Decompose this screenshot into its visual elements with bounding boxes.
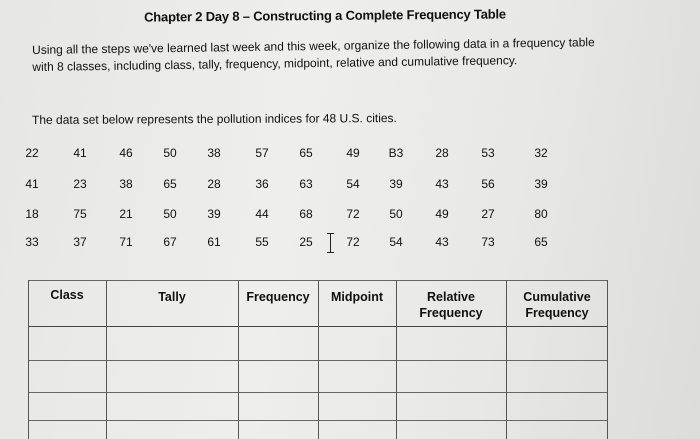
data-value: 25 bbox=[299, 235, 313, 249]
data-value: 18 bbox=[25, 207, 39, 221]
data-value: 23 bbox=[73, 177, 87, 191]
data-value: 68 bbox=[299, 207, 313, 221]
data-value: 37 bbox=[73, 235, 87, 249]
data-value: 65 bbox=[163, 177, 177, 191]
data-value: 49 bbox=[346, 146, 360, 160]
data-row bbox=[24, 235, 584, 266]
data-row bbox=[24, 207, 584, 238]
data-value: 80 bbox=[534, 207, 548, 221]
data-value: 65 bbox=[534, 235, 548, 249]
data-value: 33 bbox=[25, 235, 39, 249]
header-line-1: Tally bbox=[158, 290, 186, 304]
instructions-line-2: with 8 classes, including class, tally, frequency, midpoint, relative and cumulative frequency. bbox=[32, 53, 518, 74]
header-relative-frequency bbox=[396, 280, 506, 335]
header-line-1: Midpoint bbox=[330, 290, 384, 304]
data-value: 71 bbox=[119, 235, 133, 249]
data-value: 38 bbox=[207, 146, 221, 160]
data-value: 39 bbox=[207, 207, 221, 221]
header-cumulative-frequency bbox=[506, 280, 608, 335]
data-value: 46 bbox=[119, 146, 133, 160]
data-value: 75 bbox=[73, 207, 87, 221]
data-value: 63 bbox=[299, 177, 313, 191]
data-value: 32 bbox=[534, 146, 548, 160]
data-value: 36 bbox=[255, 177, 269, 191]
data-value: 73 bbox=[481, 235, 495, 249]
data-value: 43 bbox=[435, 235, 449, 249]
data-value: 44 bbox=[255, 207, 269, 221]
data-value: 38 bbox=[119, 177, 133, 191]
header-class bbox=[28, 280, 106, 333]
data-value: 21 bbox=[119, 207, 133, 221]
frequency-table bbox=[28, 280, 608, 439]
data-value: 56 bbox=[481, 177, 495, 191]
data-value: 27 bbox=[481, 207, 495, 221]
data-value: 54 bbox=[389, 235, 403, 249]
data-value: 22 bbox=[25, 146, 39, 160]
data-value: 72 bbox=[346, 235, 360, 249]
header-line-1: Cumulative bbox=[523, 290, 591, 304]
header-frequency bbox=[238, 280, 318, 335]
data-value: 28 bbox=[207, 177, 221, 191]
data-value: 72 bbox=[346, 207, 360, 221]
data-value: 54 bbox=[346, 177, 360, 191]
data-value: 41 bbox=[25, 177, 39, 191]
data-value: 57 bbox=[255, 146, 269, 160]
text-cursor-icon bbox=[330, 233, 331, 253]
instructions bbox=[32, 33, 652, 76]
data-value: 41 bbox=[73, 146, 87, 160]
instructions-line-1: Using all the steps we've learned last week and this week, organize the following data in a frequency table bbox=[32, 35, 595, 57]
header-line-2: Frequency bbox=[525, 306, 589, 320]
data-value: 67 bbox=[163, 235, 177, 249]
data-value: 53 bbox=[481, 146, 495, 160]
data-row bbox=[24, 177, 584, 208]
header-line-1: Frequency bbox=[246, 290, 310, 304]
header-midpoint bbox=[318, 280, 396, 335]
page-title: Chapter 2 Day 8 – Constructing a Complete Frequency Table bbox=[144, 6, 506, 25]
data-intro: The data set below represents the pollution indices for 48 U.S. cities. bbox=[31, 111, 397, 127]
data-value: 49 bbox=[435, 207, 449, 221]
data-value: 55 bbox=[255, 235, 269, 249]
data-value: 65 bbox=[299, 146, 313, 160]
data-value: 61 bbox=[207, 235, 221, 249]
data-value: 43 bbox=[435, 177, 449, 191]
data-value: 50 bbox=[389, 207, 403, 221]
header-line-2: Frequency bbox=[419, 306, 483, 320]
header-line-1: Class bbox=[50, 288, 84, 302]
header-tally bbox=[106, 280, 238, 335]
data-row bbox=[24, 146, 584, 177]
data-value: 50 bbox=[163, 146, 177, 160]
data-value: 39 bbox=[389, 177, 403, 191]
data-value: 28 bbox=[435, 146, 449, 160]
header-line-1: Relative bbox=[427, 290, 475, 304]
data-value: 50 bbox=[163, 207, 177, 221]
data-value: B3 bbox=[388, 146, 404, 160]
data-value: 39 bbox=[534, 177, 548, 191]
